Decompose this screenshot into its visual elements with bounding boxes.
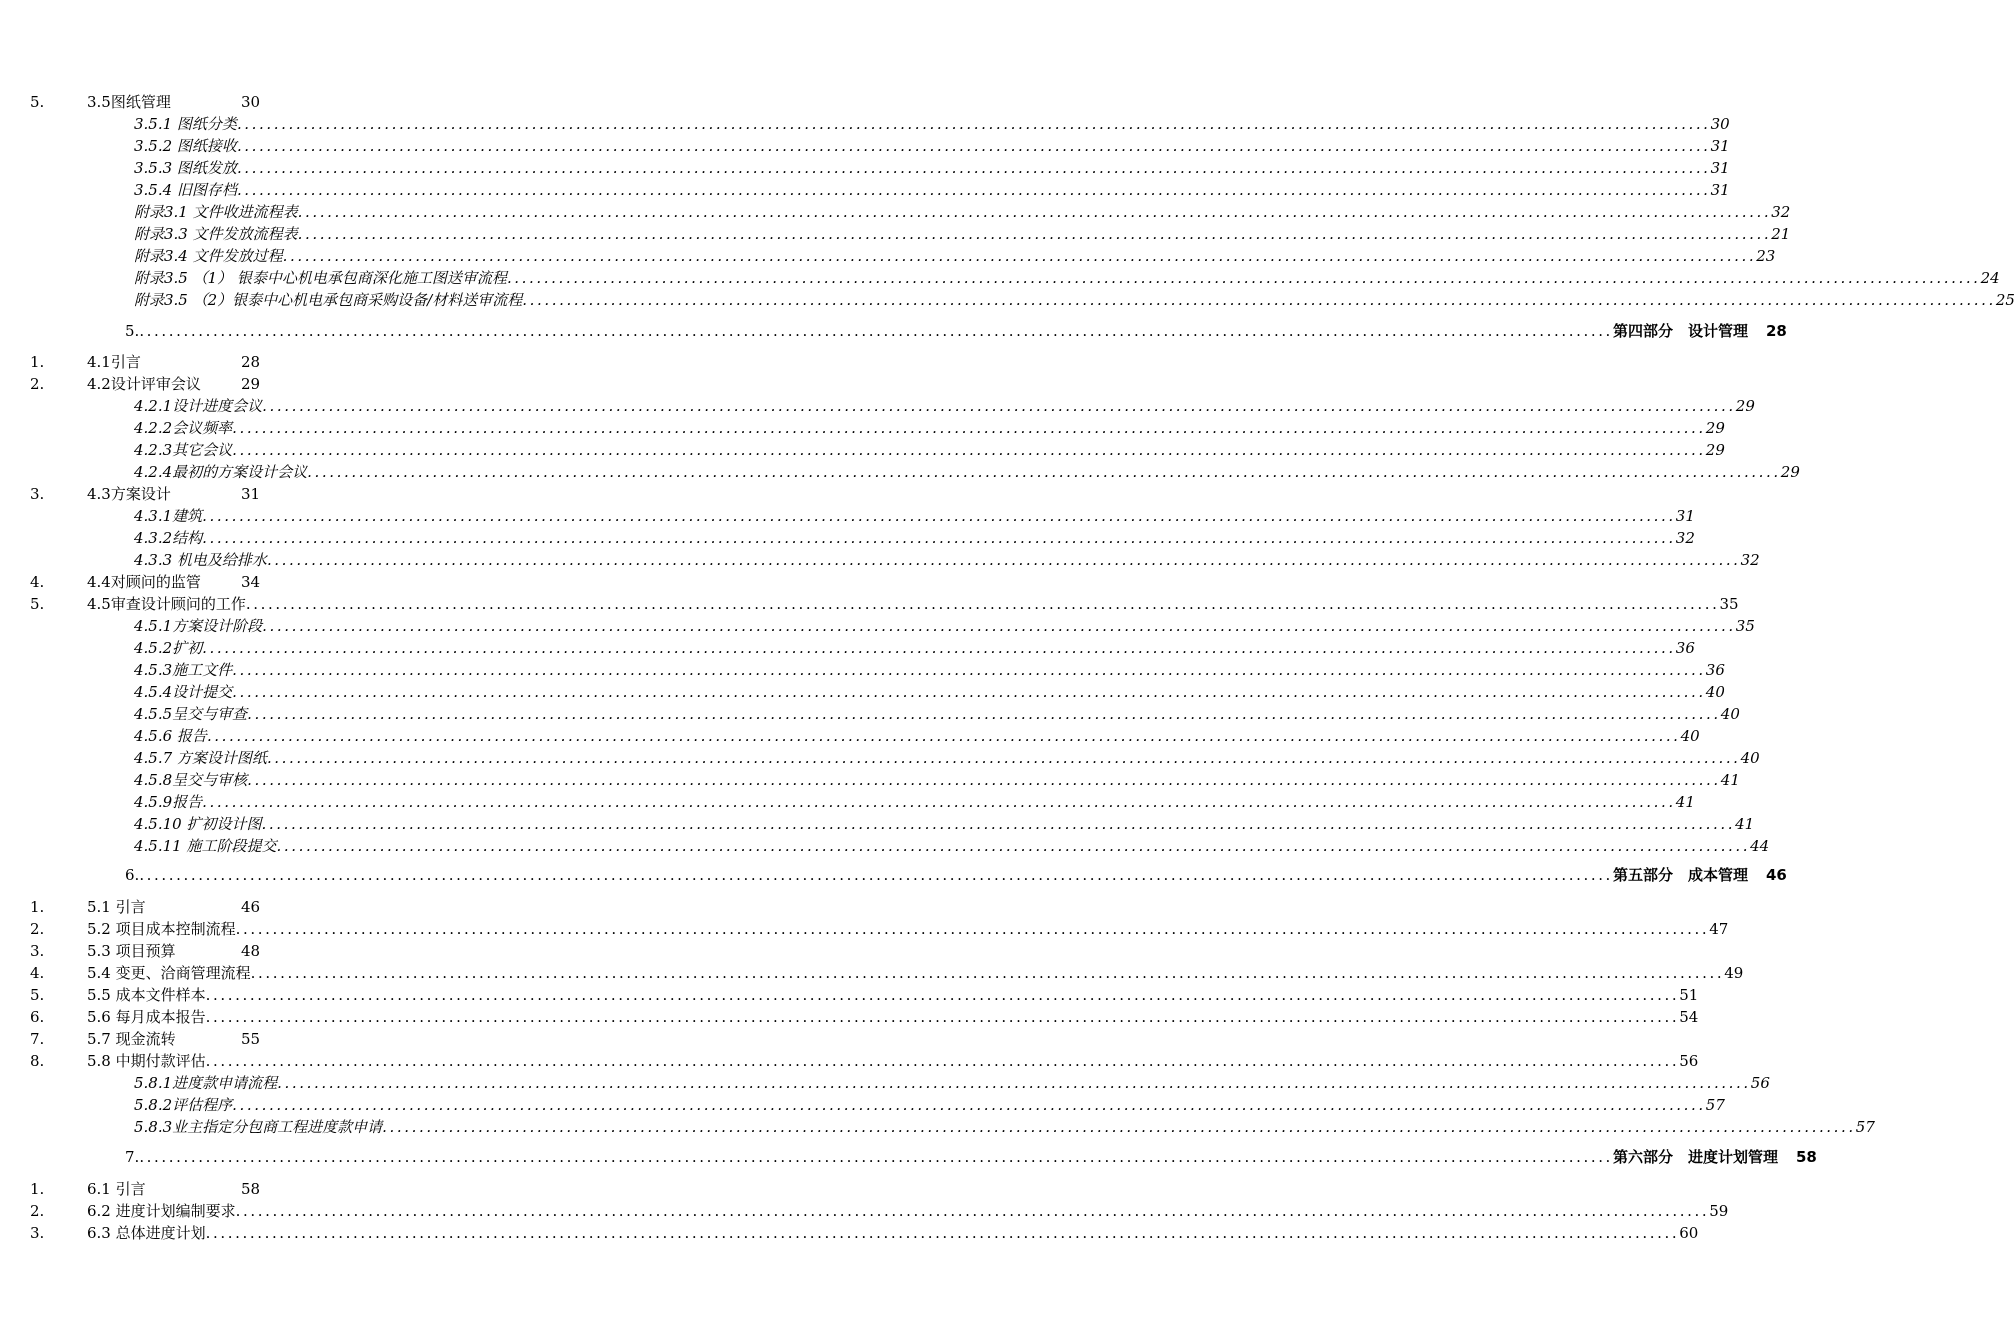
entry-page-number: 21 (1771, 225, 1791, 243)
toc-subentry[interactable] (134, 158, 1730, 178)
entry-title: 6.3 总体进度计划 (87, 1224, 206, 1242)
entry-number: 1. (30, 1180, 45, 1198)
entry-page-number: 30 (241, 93, 261, 111)
toc-entry[interactable] (30, 963, 1744, 983)
dot-leader: ........................................................................................................................................................................................................ (202, 529, 1676, 547)
entry-title: 5.2 项目成本控制流程 (87, 920, 236, 938)
entry-page-number: 32 (1771, 203, 1791, 221)
entry-number: 5. (30, 986, 45, 1004)
toc-subentry[interactable] (134, 440, 1725, 460)
dot-leader: ........................................................................................................................................................................................................ (205, 1052, 1680, 1070)
entry-number: 5. (125, 322, 140, 340)
toc-subentry[interactable] (134, 726, 1700, 746)
dot-leader: ........................................................................................................................................................................................................ (506, 269, 1981, 287)
entry-page-number: 34 (241, 573, 261, 591)
toc-entry[interactable] (30, 1007, 1699, 1027)
entry-page-number: 54 (1679, 1008, 1699, 1026)
toc-subentry[interactable] (134, 748, 1760, 768)
entry-title: 3.5图纸管理 (87, 93, 171, 111)
toc-entry[interactable] (30, 92, 830, 112)
entry-title: 3.5.3 图纸发放 (134, 159, 237, 177)
toc-subentry[interactable] (134, 660, 1725, 680)
entry-title: 4.3方案设计 (87, 485, 171, 503)
entry-page-number: 29 (1705, 419, 1725, 437)
dot-leader: ........................................................................................................................................................................................................ (266, 551, 1741, 569)
entry-page-number: 40 (1705, 683, 1725, 701)
dot-leader: ........................................................................................................................................................................................................ (235, 920, 1710, 938)
dot-leader: ........................................................................................................................................................................................................ (236, 159, 1711, 177)
entry-number: 6. (30, 1008, 45, 1026)
toc-entry[interactable] (30, 1051, 1699, 1071)
dot-leader: ........................................................................................................................................................................................................ (236, 181, 1711, 199)
entry-number: 2. (30, 1202, 45, 1220)
entry-page-number: 40 (1720, 705, 1740, 723)
toc-part-heading[interactable] (125, 1147, 1817, 1169)
dot-leader: ........................................................................................................................................................................................................ (232, 419, 1706, 437)
toc-subentry[interactable] (134, 268, 2000, 288)
entry-title: 4.5.4设计提交 (134, 683, 233, 701)
entry-number: 2. (30, 375, 45, 393)
entry-page-number: 29 (1780, 463, 1800, 481)
entry-page-number: 56 (1679, 1052, 1699, 1070)
entry-number: 7. (30, 1030, 45, 1048)
entry-title: 4.2.4最初的方案设计会议 (134, 463, 308, 481)
dot-leader: ........................................................................................................................................................................................................ (297, 203, 1772, 221)
entry-title: 4.5.10 扩初设计图 (134, 815, 262, 833)
entry-title: 3.5.4 旧图存档 (134, 181, 237, 199)
dot-leader: ........................................................................................................................................................................................................ (232, 683, 1706, 701)
dot-leader: ........................................................................................................................................................................................................ (522, 291, 1996, 309)
toc-part-heading[interactable] (125, 865, 1787, 887)
part-title: 第五部分 成本管理 (1612, 866, 1748, 884)
entry-title: 4.5.5呈交与审查 (134, 705, 248, 723)
entry-title: 5.8.3业主指定分包商工程进度款申请 (134, 1118, 383, 1136)
toc-subentry[interactable] (134, 224, 1791, 244)
part-title: 第四部分 设计管理 (1612, 322, 1748, 340)
entry-page-number: 35 (1735, 617, 1755, 635)
entry-page-number: 46 (241, 898, 261, 916)
dot-leader: ........................................................................................................................................................................................................ (245, 595, 1720, 613)
entry-page-number: 29 (241, 375, 261, 393)
entry-title: 5.8 中期付款评估 (87, 1052, 206, 1070)
entry-page-number: 41 (1735, 815, 1755, 833)
entry-number: 1. (30, 898, 45, 916)
entry-page-number: 48 (241, 942, 261, 960)
toc-subentry[interactable] (134, 506, 1695, 526)
toc-part-heading[interactable] (125, 321, 1787, 343)
dot-leader: ........................................................................................................................................................................................................ (262, 397, 1736, 415)
entry-title: 4.5.9报告 (134, 793, 203, 811)
dot-leader: ........................................................................................................................................................................................................ (236, 137, 1711, 155)
entry-title: 4.3.3 机电及给排水 (134, 551, 267, 569)
entry-page-number: 56 (1750, 1074, 1770, 1092)
entry-page-number: 32 (1675, 529, 1695, 547)
toc-subentry[interactable] (134, 814, 1755, 834)
entry-page-number: 51 (1679, 986, 1699, 1004)
toc-subentry[interactable] (134, 704, 1740, 724)
entry-title: 4.5.11 施工阶段提交 (134, 837, 277, 855)
entry-title: 4.3.2结构 (134, 529, 203, 547)
entry-title: 6.2 进度计划编制要求 (87, 1202, 236, 1220)
entry-page-number: 31 (1710, 159, 1730, 177)
dot-leader: ........................................................................................................................................................................................................ (250, 964, 1725, 982)
entry-number: 2. (30, 920, 45, 938)
entry-title: 附录3.3 文件发放流程表 (134, 225, 298, 243)
entry-title: 5.4 变更、洽商管理流程 (87, 964, 251, 982)
toc-subentry[interactable] (134, 792, 1695, 812)
dot-leader: ........................................................................................................................................................................................................ (266, 749, 1741, 767)
entry-number: 4. (30, 573, 45, 591)
entry-number: 3. (30, 1224, 45, 1242)
entry-title: 4.1引言 (87, 353, 141, 371)
toc-subentry[interactable] (134, 462, 1800, 482)
dot-leader: ........................................................................................................................................................................................................ (206, 727, 1681, 745)
toc-subentry[interactable] (134, 836, 1770, 856)
entry-page-number: 29 (1735, 397, 1755, 415)
entry-title: 4.2.3其它会议 (134, 441, 233, 459)
dot-leader: ........................................................................................................................................................................................................ (232, 1096, 1706, 1114)
entry-title: 附录3.5 （2）银泰中心机电承包商采购设备/材料送审流程 (134, 291, 523, 309)
dot-leader: ........................................................................................................................................................................................................ (262, 617, 1736, 635)
toc-subentry[interactable] (134, 1073, 1770, 1093)
entry-page-number: 59 (1709, 1202, 1729, 1220)
toc-entry[interactable] (30, 1201, 1729, 1221)
entry-title: 5.8.2评估程序 (134, 1096, 233, 1114)
entry-title: 4.5.8呈交与审核 (134, 771, 248, 789)
entry-title: 附录3.1 文件收进流程表 (134, 203, 298, 221)
entry-title: 3.5.1 图纸分类 (134, 115, 237, 133)
dot-leader: ........................................................................................................................................................................................................ (382, 1118, 1856, 1136)
dot-leader: ........................................................................................................................................................................................................ (247, 705, 1721, 723)
dot-leader: ........................................................................................................................................................................................................ (205, 1224, 1680, 1242)
entry-number: 7. (125, 1148, 140, 1166)
entry-title: 4.2设计评审会议 (87, 375, 201, 393)
toc-entry[interactable] (30, 572, 830, 592)
entry-page-number: 47 (1709, 920, 1729, 938)
dot-leader: ........................................................................................................................................................................................................ (202, 639, 1676, 657)
toc-subentry[interactable] (134, 136, 1730, 156)
entry-title: 3.5.2 图纸接收 (134, 137, 237, 155)
entry-title: 5.5 成本文件样本 (87, 986, 206, 1004)
toc-entry[interactable] (30, 985, 1699, 1005)
dot-leader: ........................................................................................................................................................................................................ (235, 1202, 1710, 1220)
toc-subentry[interactable] (134, 1117, 1875, 1137)
dot-leader: ........................................................................................................................................................................................................ (282, 247, 1757, 265)
entry-title: 4.3.1建筑 (134, 507, 203, 525)
entry-page-number: 60 (1679, 1224, 1699, 1242)
dot-leader: ........................................................................................................................................................................................................ (297, 225, 1772, 243)
entry-page-number: 24 (1980, 269, 2000, 287)
toc-entry[interactable] (30, 594, 1739, 614)
dot-leader: ........................................................................................................................................................................................................ (139, 866, 1613, 884)
entry-number: 5. (30, 93, 45, 111)
dot-leader: ........................................................................................................................................................................................................ (205, 1008, 1680, 1026)
toc-subentry[interactable] (134, 550, 1760, 570)
entry-title: 5.7 现金流转 (87, 1030, 176, 1048)
entry-page-number: 55 (241, 1030, 261, 1048)
entry-title: 4.5.2扩初 (134, 639, 203, 657)
toc-subentry[interactable] (134, 1095, 1725, 1115)
dot-leader: ........................................................................................................................................................................................................ (202, 793, 1676, 811)
toc-entry[interactable] (30, 484, 830, 504)
dot-leader: ........................................................................................................................................................................................................ (232, 661, 1706, 679)
entry-title: 4.5审查设计顾问的工作 (87, 595, 246, 613)
toc-subentry[interactable] (134, 770, 1740, 790)
entry-page-number: 32 (1740, 551, 1760, 569)
entry-page-number: 41 (1675, 793, 1695, 811)
entry-page-number: 41 (1720, 771, 1740, 789)
dot-leader: ........................................................................................................................................................................................................ (232, 441, 1706, 459)
toc-entry[interactable] (30, 352, 830, 372)
toc-subentry[interactable] (134, 638, 1695, 658)
entry-title: 4.2.2会议频率 (134, 419, 233, 437)
part-title: 第六部分 进度计划管理 (1612, 1148, 1778, 1166)
entry-number: 5. (30, 595, 45, 613)
entry-page-number: 36 (1675, 639, 1695, 657)
entry-page-number: 46 (1765, 866, 1787, 884)
toc-entry[interactable] (30, 941, 830, 961)
toc-subentry[interactable] (134, 616, 1755, 636)
entry-page-number: 49 (1724, 964, 1744, 982)
toc-subentry[interactable] (134, 180, 1730, 200)
entry-title: 4.2.1设计进度会议 (134, 397, 263, 415)
entry-page-number: 58 (1795, 1148, 1817, 1166)
entry-title: 附录3.4 文件发放过程 (134, 247, 283, 265)
dot-leader: ........................................................................................................................................................................................................ (247, 771, 1721, 789)
dot-leader: ........................................................................................................................................................................................................ (261, 815, 1736, 833)
entry-title: 4.5.1方案设计阶段 (134, 617, 263, 635)
entry-page-number: 58 (241, 1180, 261, 1198)
entry-page-number: 25 (1995, 291, 2015, 309)
entry-number: 8. (30, 1052, 45, 1070)
toc-entry[interactable] (30, 374, 830, 394)
dot-leader: ........................................................................................................................................................................................................ (205, 986, 1680, 1004)
entry-title: 附录3.5 （1） 银泰中心机电承包商深化施工图送审流程 (134, 269, 507, 287)
entry-page-number: 28 (241, 353, 261, 371)
entry-page-number: 31 (1710, 181, 1730, 199)
entry-title: 4.5.3施工文件 (134, 661, 233, 679)
entry-page-number: 30 (1710, 115, 1730, 133)
entry-page-number: 23 (1756, 247, 1776, 265)
toc-entry[interactable] (30, 1029, 830, 1049)
entry-page-number: 29 (1705, 441, 1725, 459)
entry-title: 5.1 引言 (87, 898, 146, 916)
toc-entry[interactable] (30, 897, 830, 917)
toc-subentry[interactable] (134, 246, 1776, 266)
entry-number: 6. (125, 866, 140, 884)
dot-leader: ........................................................................................................................................................................................................ (139, 1148, 1613, 1166)
entry-title: 4.4对顾问的监管 (87, 573, 201, 591)
entry-page-number: 44 (1750, 837, 1770, 855)
entry-number: 3. (30, 485, 45, 503)
toc-subentry[interactable] (134, 396, 1755, 416)
toc-subentry[interactable] (134, 528, 1695, 548)
entry-title: 6.1 引言 (87, 1180, 146, 1198)
dot-leader: ........................................................................................................................................................................................................ (139, 322, 1613, 340)
entry-number: 1. (30, 353, 45, 371)
entry-title: 4.5.7 方案设计图纸 (134, 749, 267, 767)
toc-subentry[interactable] (134, 682, 1725, 702)
toc-subentry[interactable] (134, 290, 2015, 310)
toc-subentry[interactable] (134, 202, 1791, 222)
toc-entry[interactable] (30, 919, 1729, 939)
entry-page-number: 36 (1705, 661, 1725, 679)
toc-entry[interactable] (30, 1223, 1699, 1243)
entry-page-number: 35 (1719, 595, 1739, 613)
dot-leader: ........................................................................................................................................................................................................ (202, 507, 1676, 525)
entry-title: 5.3 项目预算 (87, 942, 176, 960)
dot-leader: ........................................................................................................................................................................................................ (236, 115, 1711, 133)
entry-number: 4. (30, 964, 45, 982)
toc-subentry[interactable] (134, 418, 1725, 438)
entry-title: 4.5.6 报告 (134, 727, 207, 745)
entry-page-number: 57 (1855, 1118, 1875, 1136)
dot-leader: ........................................................................................................................................................................................................ (307, 463, 1781, 481)
dot-leader: ........................................................................................................................................................................................................ (276, 837, 1751, 855)
entry-page-number: 28 (1765, 322, 1787, 340)
entry-page-number: 40 (1740, 749, 1760, 767)
entry-title: 5.8.1进度款申请流程 (134, 1074, 278, 1092)
toc-subentry[interactable] (134, 114, 1730, 134)
entry-page-number: 31 (241, 485, 261, 503)
toc-entry[interactable] (30, 1179, 830, 1199)
entry-page-number: 31 (1675, 507, 1695, 525)
entry-page-number: 40 (1680, 727, 1700, 745)
dot-leader: ........................................................................................................................................................................................................ (277, 1074, 1751, 1092)
entry-number: 3. (30, 942, 45, 960)
entry-title: 5.6 每月成本报告 (87, 1008, 206, 1026)
entry-page-number: 57 (1705, 1096, 1725, 1114)
entry-page-number: 31 (1710, 137, 1730, 155)
